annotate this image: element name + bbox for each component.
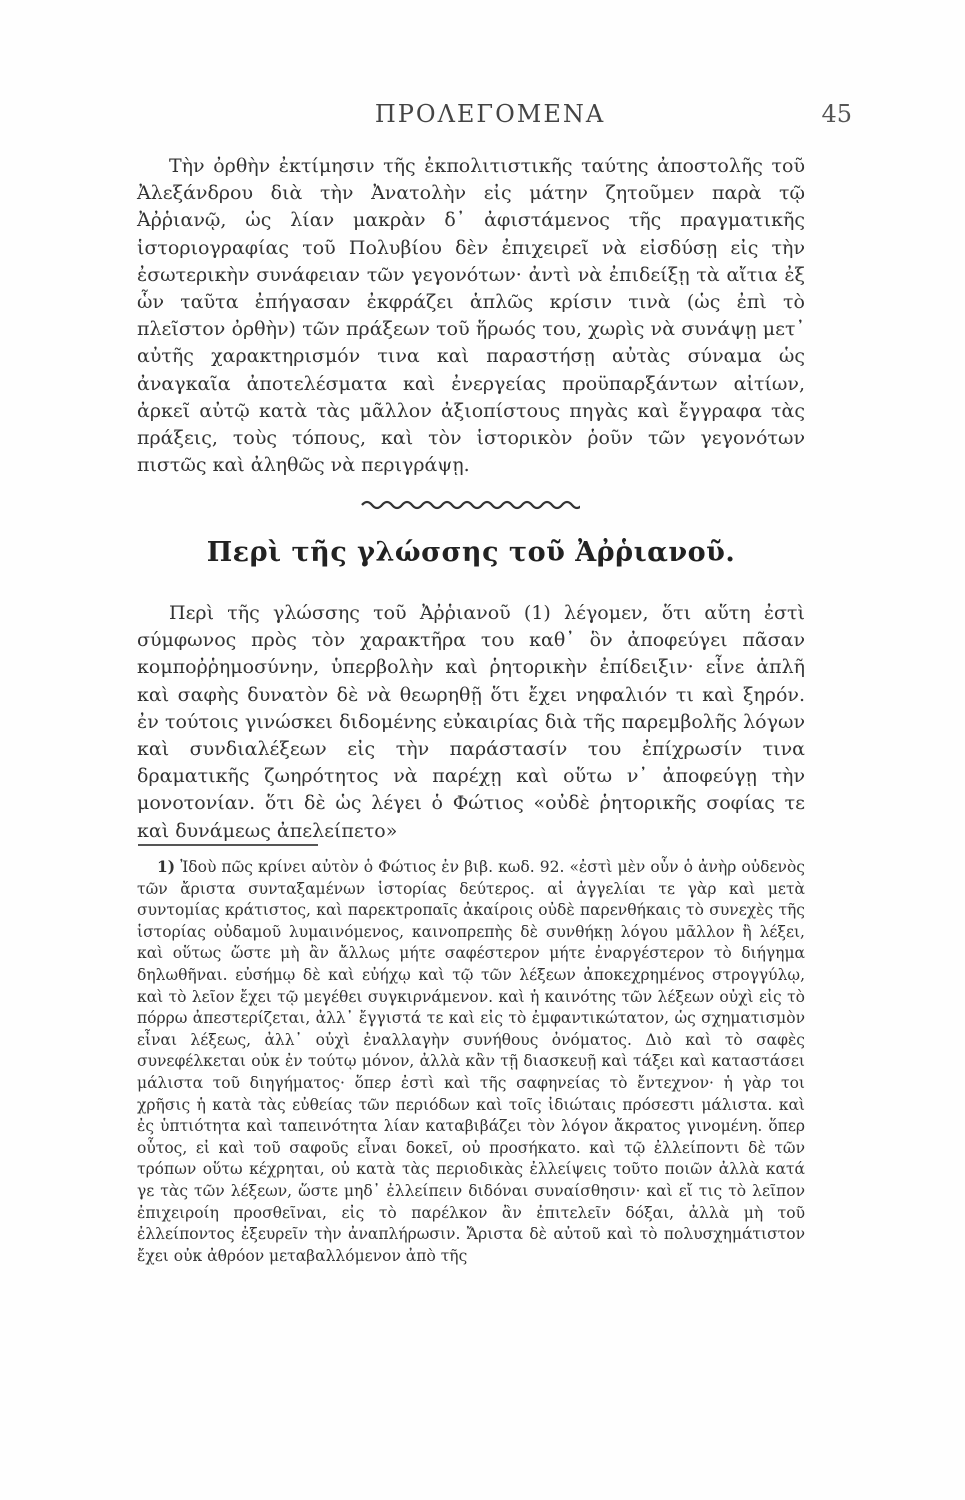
paragraph-text: Τὴν ὀρθὴν ἐκτίμησιν τῆς ἐκπολιτιστικῆς ταύτης ἀποστολῆς τοῦ Ἀλεξάνδρου διὰ τὴν Ἀνατολὴν εἰς μάτην ζητοῦμεν παρὰ τῷ Ἀῤῥιανῷ, ὡς λίαν μακρὰν δ᾽ ἀφιστάμενος τῆς πραγματικῆς ἱστοριογραφίας τοῦ Πολυβίου δὲν ἐπιχειρεῖ νὰ εἰσδύσῃ εἰς τὴν ἐσωτερικὴν συνάφειαν τῶν γεγονότων· ἀντὶ νὰ ἐπιδείξῃ τὰ αἴτια ἐξ ὧν ταῦτα ἐπήγασαν ἐκφράζει ἁπλῶς κρίσιν τινὰ (ὡς ἐπὶ τὸ πλεῖστον ὀρθὴν) τῶν πράξεων τοῦ ἥρωός του, χωρὶς νὰ συνάψῃ μετ᾽ αὐτῆς χαρακτηρισμόν τινα καὶ παραστήσῃ αὐτὰς σύναμα ὡς ἀναγκαῖα ἀποτελέσματα καὶ ἐνεργείας προϋπαρξάντων αἰτίων, ἀρκεῖ αὐτῷ κατὰ τὰς μᾶλλον ἀξιοπίστους πηγὰς καὶ ἔγγραφα τὰς πράξεις, τοὺς τόπους, καὶ τὸν ἱστορικὸν ῥοῦν τῶν γεγονότων πιστῶς καὶ ἀληθῶς νὰ περιγράψῃ. bbox=[137, 155, 805, 477]
paragraph-text: Περὶ τῆς γλώσσης τοῦ Ἀῤῥιανοῦ (1) λέγομεν, ὅτι αὕτη ἐστὶ σύμφωνος πρὸς τὸν χαρακτῆρα του καθ᾽ ὃν ἀποφεύγει πᾶσαν κομποῤῥημοσύνην, ὑπερβολὴν καὶ ῥητορικὴν ἐπίδειξιν· εἶνε ἁπλῆ καὶ σαφὴς δυνατὸν δὲ νὰ θεωρηθῇ ὅτι ἔχει νηφαλιόν τι καὶ ξηρόν. ἐν τούτοις γινώσκει διδομένης εὐκαιρίας διὰ τῆς παρεμβολῆς λόγων καὶ συνδιαλέξεων εἰς τὴν παράστασίν του ἐπίχρωσίν τινα δραματικῆς ζωηρότητος νὰ παρέχῃ καὶ οὕτω ν᾽ ἀποφεύγῃ τὴν μονοτονίαν. ὅτι δὲ ὡς λέγει ὁ Φώτιος «οὐδὲ ῥητορικῆς σοφίας τε καὶ δυνάμεως ἀπελείπετο» bbox=[137, 602, 805, 842]
page-header bbox=[140, 100, 852, 140]
body-paragraph-1 bbox=[137, 153, 805, 479]
running-title: ΠΡΟΛΕΓΟΜΕΝΑ bbox=[374, 100, 606, 128]
footnote-text: Ἰδοὺ πῶς κρίνει αὐτὸν ὁ Φώτιος ἐν βιβ. κωδ. 92. «ἐστὶ μὲν οὖν ὁ ἀνὴρ οὐδενὸς τῶν ἄριστα συνταξαμένων ἱστορίας δεύτερος. αἱ ἀγγελίαι τε γὰρ καὶ μετὰ συντομίας κράτιστος, καὶ παρεκτροπαῖς ἀκαίροις οὐδὲ παρενθήκαις τὸ συνεχὲς τῆς ἱστορίας οὐδαμοῦ λυμαινόμενος, καινοπρεπὴς δὲ συνθήκῃ λόγου μᾶλλον ἢ λέξει, καὶ οὕτως ὥστε μὴ ἂν ἄλλως μήτε σαφέστερον μήτε ἐναργέστερον τὸ διήγημα δηλωθῆναι. εὐσήμῳ δὲ καὶ εὐήχῳ καὶ τῷ τῶν λέξεων ἀποκεχρημένος στρογγύλῳ, καὶ τὸ λεῖον ἔχει τῷ μεγέθει συγκιρνάμενον. καὶ ἡ καινότης τῶν λέξεων οὐχὶ εἰς τὸ πόρρω ἀπεστερίζεται, ἀλλ᾽ ἔγγιστά τε καὶ εἰς τὸ ἐμφαντικώτατον, ὡς σχηματισμὸν εἶναι λέξεως, ἀλλ᾽ οὐχὶ ἐναλλαγὴν συνήθους ὀνόματος. Διὸ καὶ τὸ σαφὲς συνεφέλκεται οὐκ ἐν τούτῳ μόνον, ἀλλὰ κἂν τῇ διασκευῇ καὶ τάξει καὶ καταστάσει μάλιστα τοῦ διηγήματος· ὅπερ ἐστὶ καὶ τῆς σαφηνείας τὸ ἔντεχνον· ἡ γὰρ τοι χρῆσις ἡ κατὰ τὰς εὐθείας τῶν περιόδων καὶ τοῖς ἰδιώταις πρόσεστι μάλιστα. καὶ ἐς ὑπτιότητα καὶ ταπεινότητα λίαν καταβιβάζει τὸν λόγον ἄκρατος γινομένη. ὅπερ οὗτος, εἰ καὶ τοῦ σαφοῦς εἶναι δοκεῖ, οὐ προσήκατο. καὶ τῷ ἐλλείποντι δὲ τῶν τρόπων οὕτω κέχρηται, οὐ κατὰ τὰς περιοδικὰς ἐλλείψεις τοῦτο ποιῶν ἀλλὰ κατά γε τὰς τῶν λέξεων, ὥστε μηδ᾽ ἐλλείπειν διδόναι συναίσθησιν· καὶ εἴ τις τὸ λεῖπον ἐπιχειροίη προσθεῖναι, εἰς τὸ παρέλκον ἂν ἐπιτελεῖν δόξαι, ἀλλὰ μὴ τοῦ ἐλλείποντος ἐξευρεῖν τὴν ἀναπλήρωσιν. Ἄριστα δὲ αὐτοῦ καὶ τὸ πολυσχημάτιστον ἔχει οὐκ ἀθρόον μεταβαλλόμενον ἀπὸ τῆς bbox=[137, 858, 805, 1265]
wave-ornament-icon bbox=[360, 497, 580, 513]
section-heading: Περὶ τῆς γλώσσης τοῦ Ἀῤῥιανοῦ. bbox=[206, 537, 736, 568]
footnote bbox=[137, 856, 805, 1267]
page-number: 45 bbox=[821, 100, 852, 128]
decorative-ornament-divider bbox=[360, 497, 580, 513]
footnote-paragraph bbox=[137, 856, 805, 1267]
footnote-rule bbox=[138, 844, 318, 846]
footnote-marker: 1) bbox=[157, 857, 176, 876]
body-paragraph-2 bbox=[137, 600, 805, 845]
